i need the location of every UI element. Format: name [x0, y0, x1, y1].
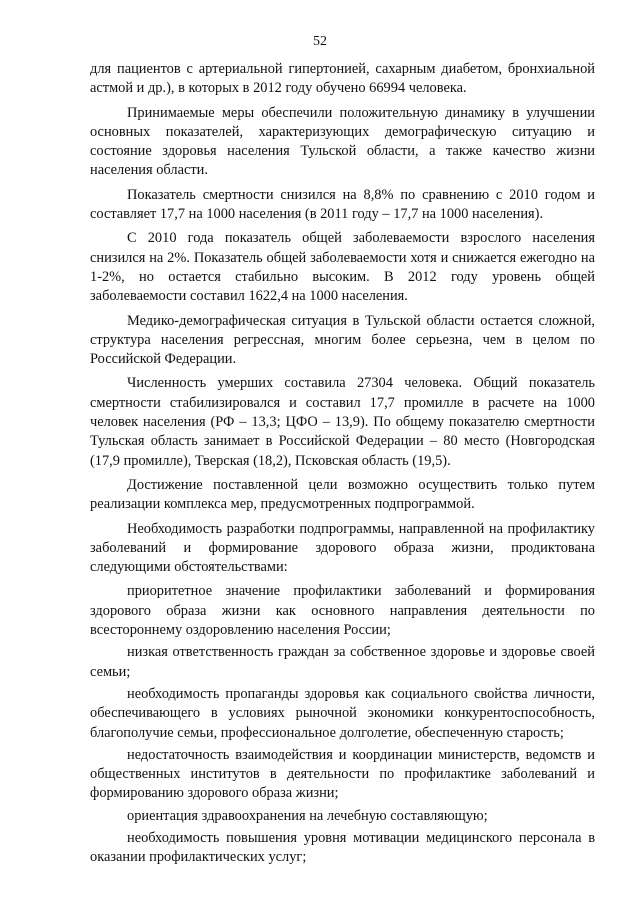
list-item-propaganda: необходимость пропаганды здоровья как социального свойства личности, обеспечивающего в условиях рыночной экономики конкурентоспособность, благополучие семьи, профессиональное долголетие, обеспеченную старость; — [90, 685, 595, 741]
document-body — [90, 60, 595, 871]
list-item-coordination: недостаточность взаимодействия и координации министерств, ведомств и общественных институтов в деятельности по профилактике заболеваний и формированию здорового образа жизни; — [90, 746, 595, 802]
paragraph-morbidity: С 2010 года показатель общей заболеваемости взрослого населения снизился на 2%. Показатель общей заболеваемости хотя и снижается ежегодно на 1-2%, но остается стабильно высоким. В 2012 году уровень общей заболеваемости составил 1622,4 на 1000 населения. — [90, 230, 595, 305]
paragraph-demographic-situation: Медико-демографическая ситуация в Тульской области остается сложной, структура населения регрессная, многим более серьезна, чем в целом по Российской Федерации. — [90, 312, 595, 368]
page-number: 52 — [313, 34, 327, 49]
list-item-priority: приоритетное значение профилактики заболеваний и формирования здорового образа жизни как основного направления деятельности по всестороннему оздоровлению населения России; — [90, 583, 595, 639]
paragraph-mortality-rate: Показатель смертности снизился на 8,8% по сравнению с 2010 годом и составляет 17,7 на 1000 населения (в 2011 году – 17,7 на 1000 населения). — [90, 186, 595, 223]
paragraph-measures-result: Принимаемые меры обеспечили положительную динамику в улучшении основных показателей, характеризующих демографическую ситуацию и состояние здоровья населения Тульской области, а также качество жизни населения области. — [90, 104, 595, 179]
list-item-motivation: необходимость повышения уровня мотивации медицинского персонала в оказании профилактических услуг; — [90, 829, 595, 866]
paragraph-goal-achievement: Достижение поставленной цели возможно осуществить только путем реализации комплекса мер, предусмотренных подпрограммой. — [90, 476, 595, 513]
list-item-responsibility: низкая ответственность граждан за собственное здоровье и здоровье своей семьи; — [90, 644, 595, 680]
paragraph-necessity-intro: Необходимость разработки подпрограммы, направленной на профилактику заболеваний и формирование здорового образа жизни, продиктована следующими обстоятельствами: — [90, 520, 595, 576]
paragraph-deaths-count: Численность умерших составила 27304 человека. Общий показатель смертности стабилизировался и составил 17,7 промилле в расчете на 1000 человек населения (РФ – 13,3; ЦФО – 13,9). По общему показателю смертности Тульская область занимает в Российской Федерации – 80 место (Новгородская (17,9 промилле), Тверская (18,2), Псковская область (19,5). — [90, 375, 595, 469]
list-item-orientation: ориентация здравоохранения на лечебную составляющую; — [127, 807, 488, 824]
paragraph-continuation: для пациентов с артериальной гипертонией, сахарным диабетом, бронхиальной астмой и др.), в которых в 2012 году обучено 66994 человека. — [90, 61, 595, 97]
